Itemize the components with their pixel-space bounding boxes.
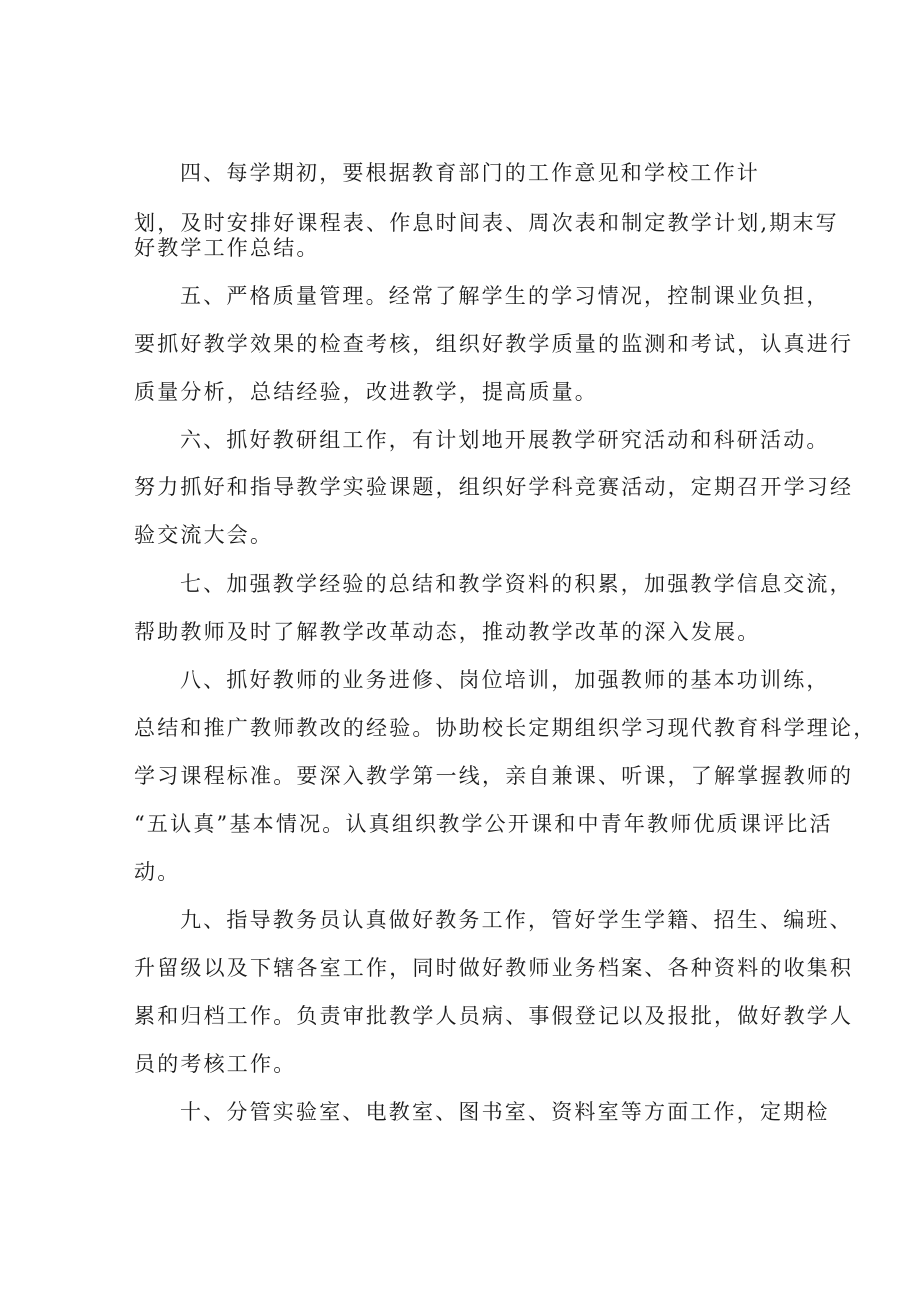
- paragraph-7-line-2: 帮助教师及时了解教学改革动态，推动教学改革的深入发展。: [134, 620, 761, 644]
- paragraph-4-line-1: 四、每学期初，要根据教育部门的工作意见和学校工作计: [180, 161, 760, 185]
- paragraph-8-line-5: 动。: [134, 860, 181, 884]
- paragraph-6-line-1: 六、抓好教研组工作，有计划地开展教学研究活动和科研活动。: [180, 428, 830, 452]
- paragraph-9-line-3: 累和归档工作。负责审批教学人员病、事假登记以及报批，做好教学人: [134, 1004, 854, 1028]
- paragraph-9-line-2: 升留级以及下辖各室工作，同时做好教师业务档案、各种资料的收集积: [134, 956, 854, 980]
- paragraph-9-line-4: 员的考核工作。: [134, 1052, 297, 1076]
- paragraph-8-line-3: 学习课程标准。要深入教学第一线，亲自兼课、听课，了解掌握教师的: [134, 764, 854, 788]
- paragraph-8-line-1: 八、抓好教师的业务进修、岗位培训，加强教师的基本功训练，: [180, 668, 830, 692]
- paragraph-6-line-3: 验交流大会。: [134, 523, 274, 547]
- paragraph-5-line-3: 质量分析，总结经验，改进教学，提高质量。: [134, 380, 598, 404]
- paragraph-8-line-4: “五认真”基本情况。认真组织教学公开课和中青年教师优质课评比活: [134, 812, 833, 836]
- paragraph-7-line-1: 七、加强教学经验的总结和教学资料的积累，加强教学信息交流，: [180, 572, 853, 596]
- paragraph-6-line-2: 努力抓好和指导教学实验课题，组织好学科竞赛活动，定期召开学习经: [134, 475, 854, 499]
- paragraph-4-line-2: 划，及时安排好课程表、作息时间表、周次表和制定教学计划,期末写: [134, 211, 839, 235]
- paragraph-5-line-2: 要抓好教学效果的检查考核，组织好教学质量的监测和考试，认真进行: [134, 332, 854, 356]
- paragraph-4-line-3: 好教学工作总结。: [134, 236, 320, 260]
- paragraph-8-line-2: 总结和推广教师教改的经验。协助校长定期组织学习现代教育科学理论，: [134, 716, 877, 740]
- paragraph-10-line-1: 十、分管实验室、电教室、图书室、资料室等方面工作，定期检: [180, 1100, 830, 1124]
- paragraph-5-line-1: 五、严格质量管理。经常了解学生的学习情况，控制课业负担，: [180, 284, 830, 308]
- paragraph-9-line-1: 九、指导教务员认真做好教务工作，管好学生学籍、招生、编班、: [180, 908, 853, 932]
